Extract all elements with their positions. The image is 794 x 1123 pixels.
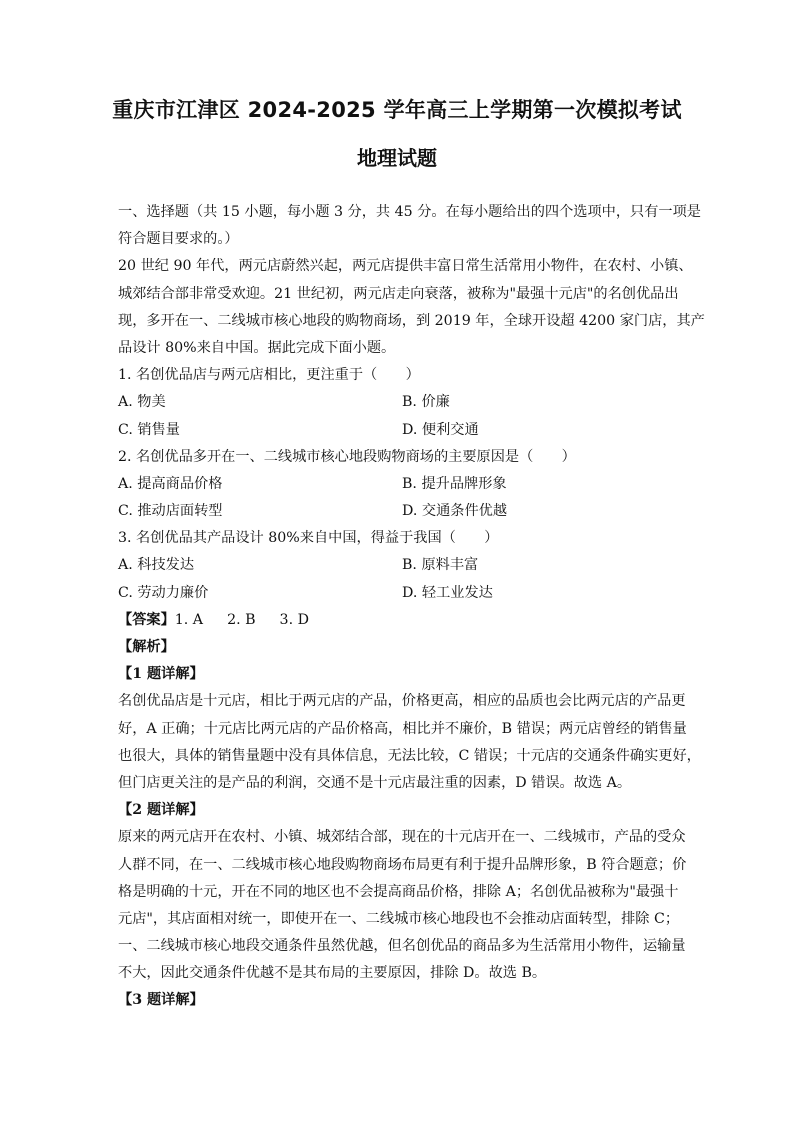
section-instruction: 一、选择题（共 15 小题，每小题 3 分，共 45 分。在每小题给出的四个选项中，只有一项是 xyxy=(118,204,701,220)
exam-title: 重庆市江津区 2024-2025 学年高三上学期第一次模拟考试 xyxy=(112,98,682,122)
detail-2-line: 原来的两元店开在农村、小镇、城郊结合部，现在的十元店开在一、二线城市，产品的受众 xyxy=(118,829,686,846)
answer-2: 2. B xyxy=(227,611,256,628)
detail-2-line: 元店"，其店面相对统一，即使开在一、二线城市核心地段也不会推动店面转型，排除 C； xyxy=(118,910,680,927)
detail-1-line: 但门店更关注的是产品的利润，交通不是十元店最注重的因素，D 错误。故选 A。 xyxy=(118,774,632,791)
answer-line xyxy=(118,607,680,634)
detail-2-heading: 【2 题详解】 xyxy=(118,802,204,819)
option-a: A. 科技发达 xyxy=(118,557,195,574)
question-1-options xyxy=(118,417,680,444)
option-a: A. 物美 xyxy=(118,394,166,411)
option-a: A. 提高商品价格 xyxy=(118,475,223,492)
option-c: C. 劳动力廉价 xyxy=(118,584,209,601)
question-2-options xyxy=(118,498,680,525)
detail-2-line: 人群不同，在一、二线城市核心地段购物商场布局更有利于提升品牌形象，B 符合题意；价 xyxy=(118,856,687,873)
question-3-options xyxy=(118,552,680,579)
section-instruction: 符合题目要求的。） xyxy=(118,231,239,248)
document-body xyxy=(118,199,705,1015)
passage-line: 现，多开在一、二线城市核心地段的购物商场，到 2019 年，全球开设超 4200 家门店，其产 xyxy=(118,312,705,329)
question-3-stem: 3. 名创优品其产品设计 80%来自中国，得益于我国（ ） xyxy=(118,530,499,547)
detail-2-line: 一、二线城市核心地段交通条件虽然优越，但名创优品的商品多为生活常用小物件，运输量 xyxy=(118,938,686,955)
exam-subtitle: 地理试题 xyxy=(357,146,437,170)
option-c: C. 推动店面转型 xyxy=(118,503,223,520)
detail-1-line: 也很大，具体的销售量题中没有具体信息，无法比较，C 错误；十元店的交通条件确实更好， xyxy=(118,747,701,764)
question-1-options xyxy=(118,389,680,416)
option-b: B. 价廉 xyxy=(402,394,450,411)
option-b: B. 提升品牌形象 xyxy=(402,475,507,492)
option-d: D. 交通条件优越 xyxy=(402,503,508,520)
option-d: D. 轻工业发达 xyxy=(402,584,493,601)
option-b: B. 原料丰富 xyxy=(402,557,479,574)
detail-2-line: 格是明确的十元，开在不同的地区也不会提高商品价格，排除 A；名创优品被称为"最强十 xyxy=(118,883,679,900)
analysis-heading: 【解析】 xyxy=(118,639,175,655)
passage-line: 20 世纪 90 年代，两元店蔚然兴起，两元店提供丰富日常生活常用小物件，在农村、小镇、 xyxy=(118,258,693,275)
question-2-stem: 2. 名创优品多开在一、二线城市核心地段购物商场的主要原因是（ ） xyxy=(118,448,576,465)
question-1-stem: 1. 名创优品店与两元店相比，更注重于（ ） xyxy=(118,367,420,384)
passage-line: 品设计 80%来自中国。据此完成下面小题。 xyxy=(118,339,396,356)
answer-1: 1. A xyxy=(174,611,204,628)
option-c: C. 销售量 xyxy=(118,421,180,438)
answer-3: 3. D xyxy=(279,611,309,628)
option-d: D. 便利交通 xyxy=(402,421,479,438)
detail-1-heading: 【1 题详解】 xyxy=(118,666,204,683)
detail-1-line: 好，A 正确；十元店比两元店的产品价格高，相比并不廉价，B 错误；两元店曾经的销售量 xyxy=(118,720,687,737)
passage-line: 城郊结合部非常受欢迎。21 世纪初，两元店走向衰落，被称为"最强十元店"的名创优品出 xyxy=(118,285,679,302)
detail-1-line: 名创优品店是十元店，相比于两元店的产品，价格更高，相应的品质也会比两元店的产品更 xyxy=(118,693,686,710)
detail-3-heading: 【3 题详解】 xyxy=(118,992,204,1009)
question-3-options xyxy=(118,580,680,607)
detail-2-line: 不大，因此交通条件优越不是其布局的主要原因，排除 D。故选 B。 xyxy=(118,965,547,982)
question-2-options xyxy=(118,471,680,498)
answer-label: 【答案】 xyxy=(118,611,175,628)
